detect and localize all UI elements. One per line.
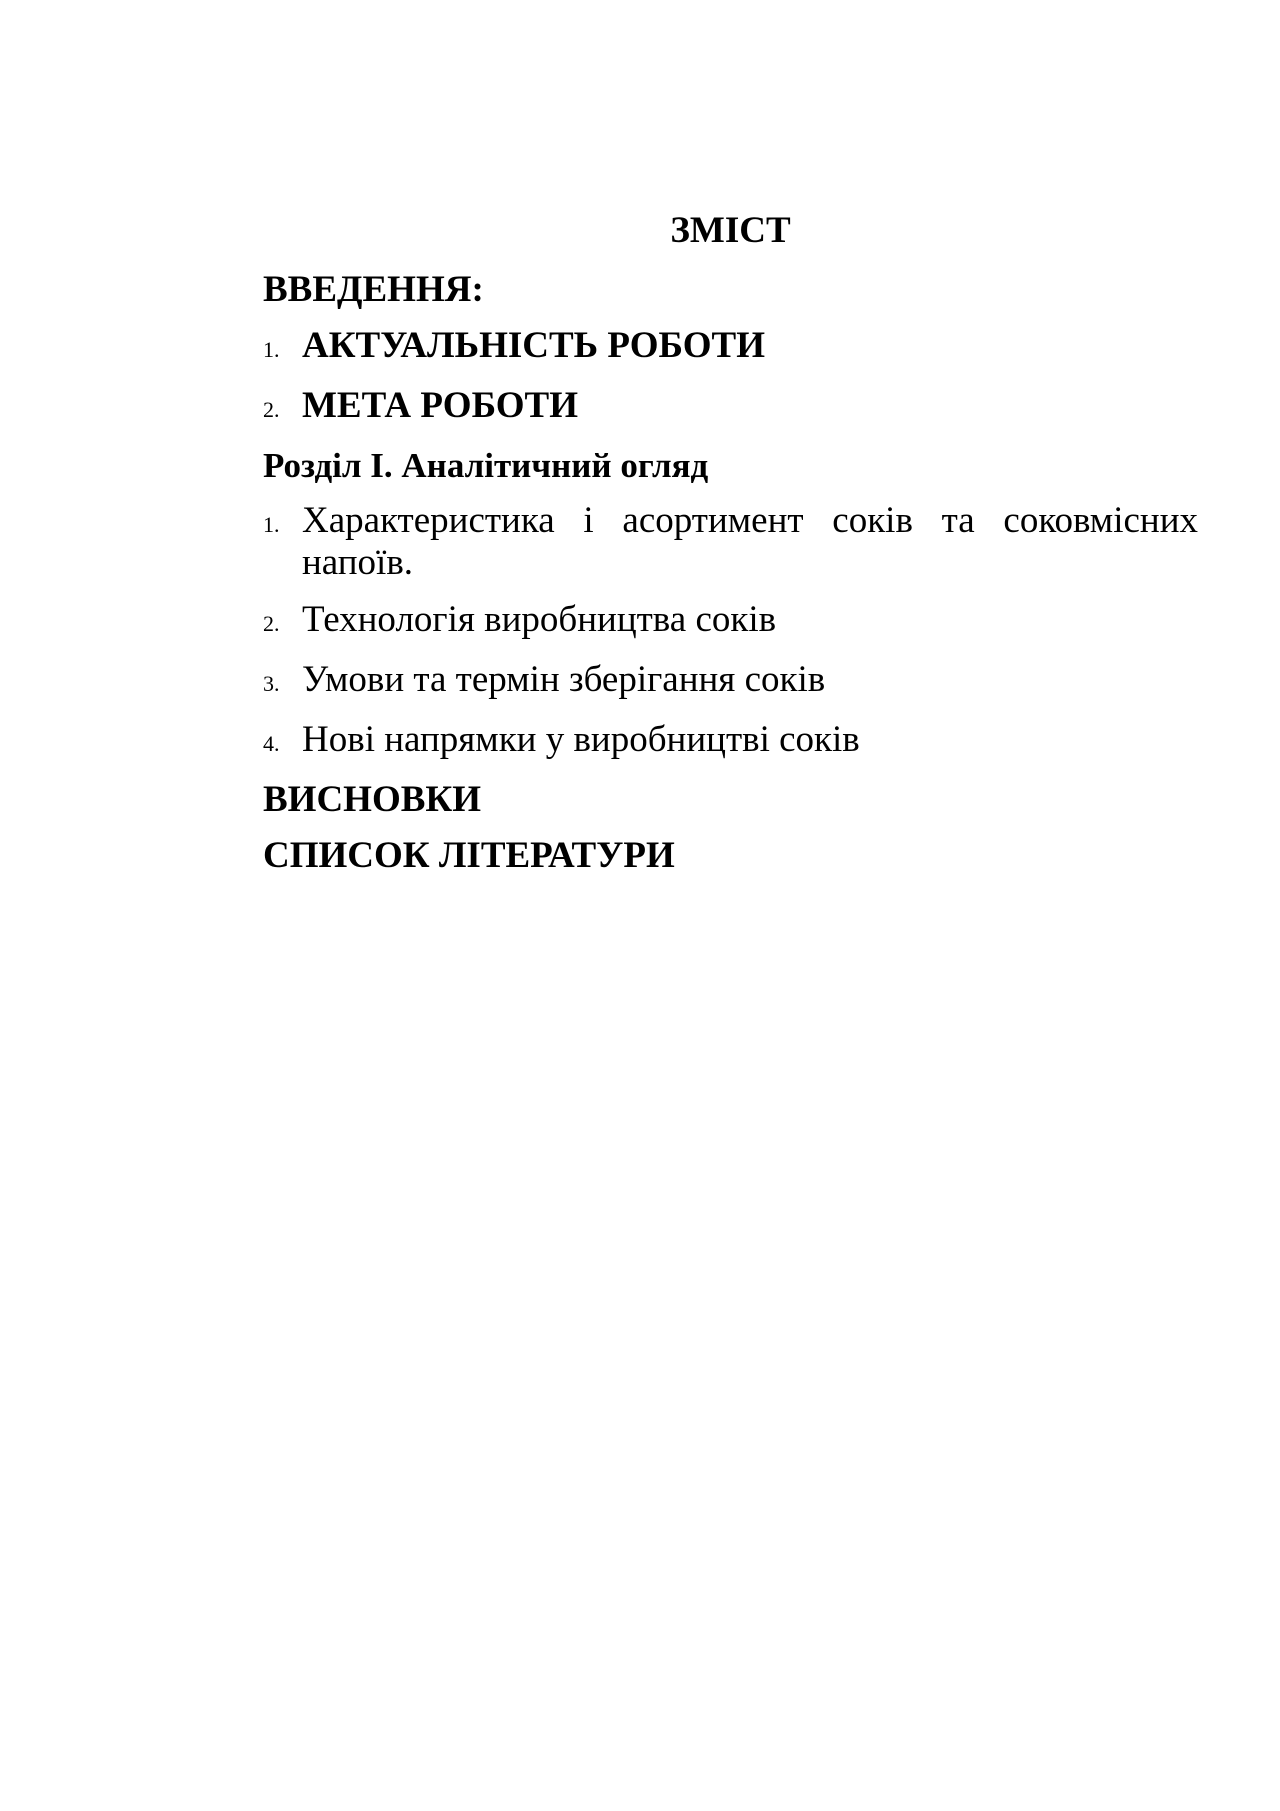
toc-intro-item	[263, 324, 1198, 372]
item-text: Технологія виробництва соків	[302, 599, 777, 640]
item-text: Нові напрямки у виробництві соків	[302, 719, 860, 760]
toc-conclusions: ВИСНОВКИ	[263, 779, 482, 820]
item-number: 2.	[263, 611, 280, 636]
item-text: Умови та термін зберігання соків	[302, 659, 826, 700]
toc-introduction: ВВЕДЕННЯ:	[263, 269, 484, 310]
toc-section-item	[263, 658, 1198, 706]
toc-section-item	[263, 500, 1198, 584]
item-number: 2.	[263, 397, 280, 422]
toc-intro-item	[263, 384, 1198, 432]
toc-section-item	[263, 718, 1198, 766]
item-text: АКТУАЛЬНІСТЬ РОБОТИ	[302, 325, 765, 366]
toc-title: ЗМІСТ	[670, 210, 791, 251]
item-text: Характеристика і асортимент соків та соковмісних напоїв.	[302, 500, 1198, 583]
item-number: 1.	[263, 512, 280, 537]
toc-section-item	[263, 598, 1198, 646]
item-number: 3.	[263, 671, 280, 696]
table-of-contents	[263, 206, 1198, 890]
toc-section-title: Розділ I. Аналітичний огляд	[263, 446, 709, 485]
toc-bibliography: СПИСОК ЛІТЕРАТУРИ	[263, 835, 675, 876]
item-number: 1.	[263, 337, 280, 362]
item-text: МЕТА РОБОТИ	[302, 385, 579, 426]
item-number: 4.	[263, 731, 280, 756]
